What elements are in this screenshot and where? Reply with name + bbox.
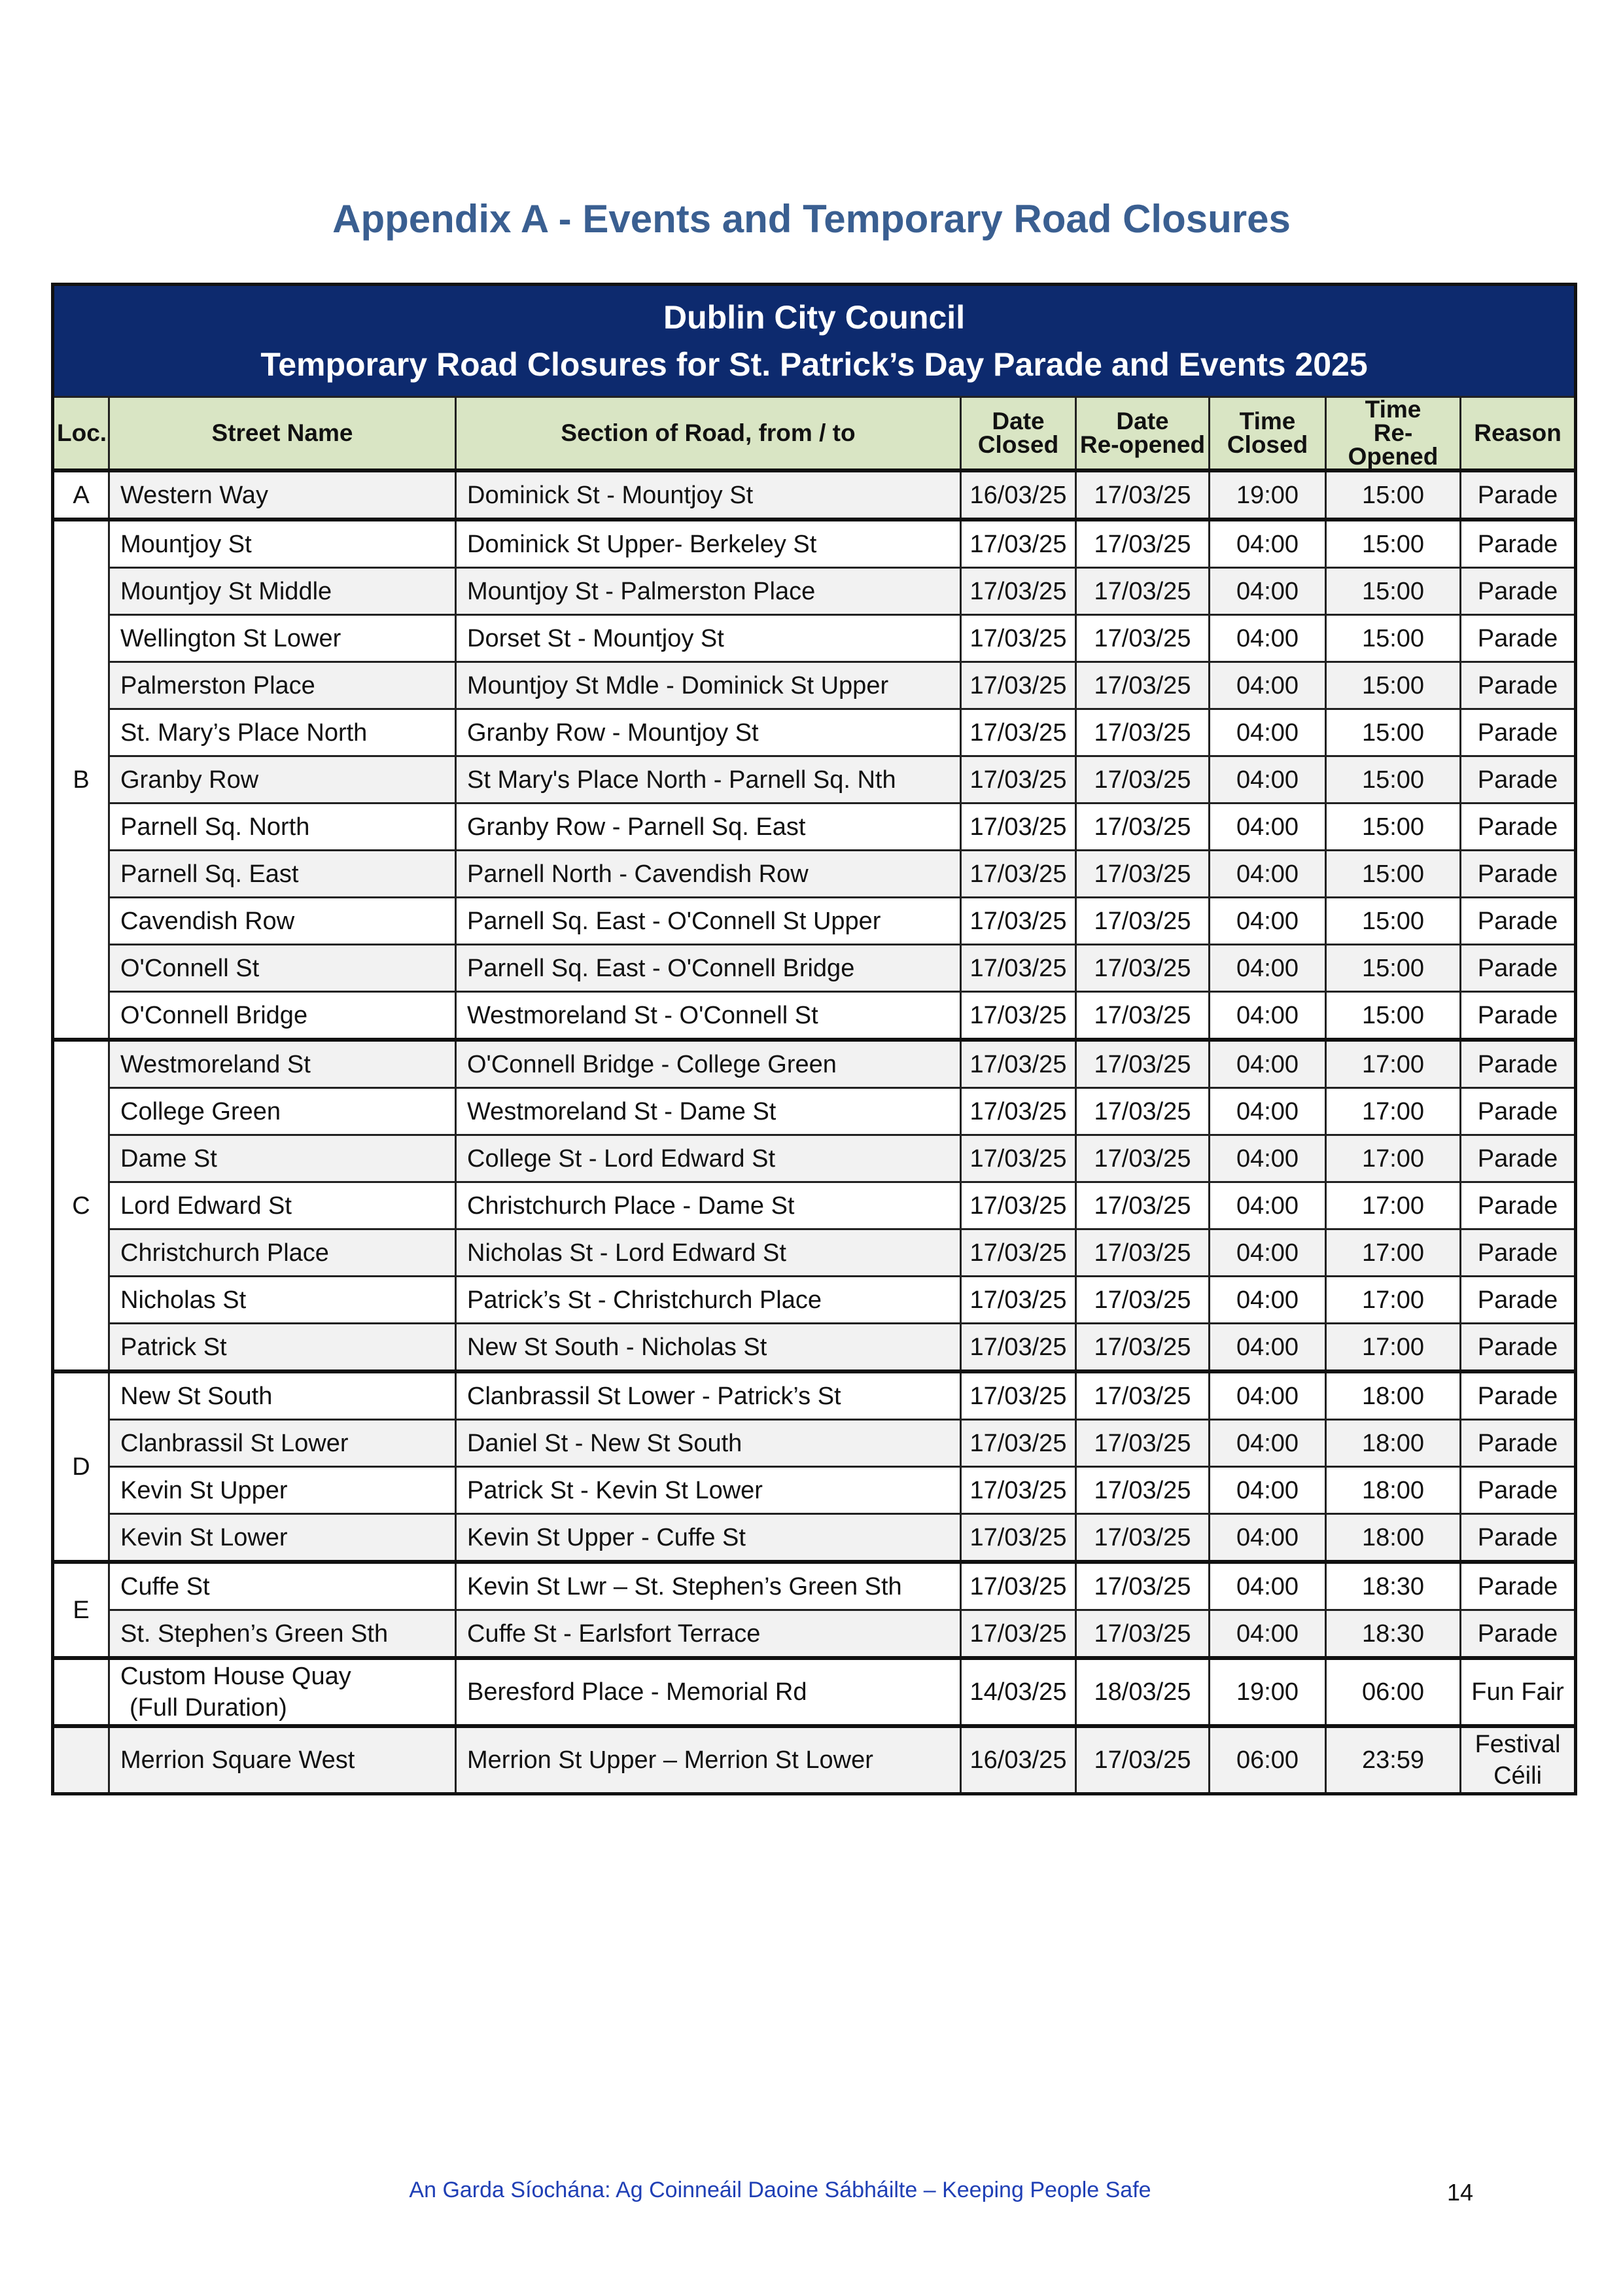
- section-cell: Dominick St - Mountjoy St: [456, 470, 961, 520]
- reason-cell: Parade: [1461, 1562, 1576, 1610]
- date-reopened-cell: 17/03/25: [1076, 1182, 1210, 1229]
- loc-cell: C: [53, 1040, 109, 1371]
- date-closed-cell: 17/03/25: [961, 1371, 1076, 1420]
- table-row: [53, 1467, 1576, 1514]
- time-reopened-cell: 17:00: [1326, 1088, 1461, 1135]
- table-row: [53, 1658, 1576, 1726]
- time-closed-cell: 04:00: [1210, 520, 1326, 568]
- reason-cell: Parade: [1461, 1277, 1576, 1324]
- reason-cell: Parade: [1461, 756, 1576, 804]
- street-line-1: Custom House Quay: [120, 1663, 351, 1690]
- section-cell: Parnell North - Cavendish Row: [456, 851, 961, 898]
- date-reopened-cell: 17/03/25: [1076, 1562, 1210, 1610]
- date-reopened-cell: 17/03/25: [1076, 1040, 1210, 1088]
- table-banner-row: [53, 285, 1576, 397]
- section-cell: Dorset St - Mountjoy St: [456, 615, 961, 662]
- date-closed-cell: 17/03/25: [961, 1610, 1076, 1659]
- date-closed-cell: 17/03/25: [961, 804, 1076, 851]
- date-closed-cell: 17/03/25: [961, 662, 1076, 709]
- table-row: [53, 898, 1576, 945]
- table-row: [53, 851, 1576, 898]
- date-reopened-cell: 17/03/25: [1076, 756, 1210, 804]
- date-reopened-cell: 17/03/25: [1076, 898, 1210, 945]
- section-cell: Mountjoy St Mdle - Dominick St Upper: [456, 662, 961, 709]
- reason-line-1: Festival: [1475, 1731, 1561, 1758]
- time-closed-cell: 04:00: [1210, 662, 1326, 709]
- date-reopened-cell: 17/03/25: [1076, 1135, 1210, 1182]
- date-reopened-cell: 17/03/25: [1076, 520, 1210, 568]
- table-row: [53, 945, 1576, 992]
- header-date-closed-line-1: Date: [992, 408, 1045, 434]
- time-closed-cell: 04:00: [1210, 1562, 1326, 1610]
- street-cell: Parnell Sq. East: [109, 851, 456, 898]
- time-reopened-cell: 15:00: [1326, 804, 1461, 851]
- street-cell: Cuffe St: [109, 1562, 456, 1610]
- reason-cell: Parade: [1461, 992, 1576, 1040]
- table-row: [53, 470, 1576, 520]
- section-cell: Clanbrassil St Lower - Patrick’s St: [456, 1371, 961, 1420]
- time-reopened-cell: 15:00: [1326, 992, 1461, 1040]
- road-closures-table: [51, 283, 1577, 1795]
- section-cell: Patrick St - Kevin St Lower: [456, 1467, 961, 1514]
- street-cell: Westmoreland St: [109, 1040, 456, 1088]
- table-row: [53, 804, 1576, 851]
- reason-cell: Parade: [1461, 1467, 1576, 1514]
- time-closed-cell: 19:00: [1210, 1658, 1326, 1726]
- header-date-closed-line-2: Closed: [977, 431, 1059, 458]
- section-cell: Westmoreland St - Dame St: [456, 1088, 961, 1135]
- date-reopened-cell: 17/03/25: [1076, 992, 1210, 1040]
- date-reopened-cell: 17/03/25: [1076, 945, 1210, 992]
- time-reopened-cell: 15:00: [1326, 520, 1461, 568]
- section-cell: College St - Lord Edward St: [456, 1135, 961, 1182]
- time-reopened-cell: 15:00: [1326, 851, 1461, 898]
- date-reopened-cell: 17/03/25: [1076, 568, 1210, 615]
- date-reopened-cell: 17/03/25: [1076, 1514, 1210, 1563]
- header-time-reopened: [1326, 397, 1461, 471]
- time-closed-cell: 04:00: [1210, 1135, 1326, 1182]
- date-reopened-cell: 17/03/25: [1076, 709, 1210, 756]
- time-reopened-cell: 15:00: [1326, 709, 1461, 756]
- street-cell: Nicholas St: [109, 1277, 456, 1324]
- page-number: 14: [1447, 2179, 1474, 2206]
- time-closed-cell: 06:00: [1210, 1726, 1326, 1794]
- table-row: [53, 1324, 1576, 1372]
- time-closed-cell: 04:00: [1210, 1371, 1326, 1420]
- time-closed-cell: 04:00: [1210, 1467, 1326, 1514]
- banner-line-1: Dublin City Council: [663, 299, 966, 336]
- time-reopened-cell: 18:30: [1326, 1562, 1461, 1610]
- street-cell: Kevin St Upper: [109, 1467, 456, 1514]
- street-cell: Clanbrassil St Lower: [109, 1420, 456, 1467]
- date-reopened-cell: 17/03/25: [1076, 1726, 1210, 1794]
- table-row: [53, 1371, 1576, 1420]
- time-reopened-cell: 23:59: [1326, 1726, 1461, 1794]
- reason-cell: Parade: [1461, 520, 1576, 568]
- street-cell: O'Connell Bridge: [109, 992, 456, 1040]
- date-reopened-cell: 17/03/25: [1076, 851, 1210, 898]
- time-closed-cell: 19:00: [1210, 470, 1326, 520]
- reason-cell: Parade: [1461, 898, 1576, 945]
- reason-cell: Parade: [1461, 1040, 1576, 1088]
- date-reopened-cell: 17/03/25: [1076, 1277, 1210, 1324]
- street-cell: College Green: [109, 1088, 456, 1135]
- section-cell: Kevin St Lwr – St. Stephen’s Green Sth: [456, 1562, 961, 1610]
- reason-cell: Parade: [1461, 1371, 1576, 1420]
- street-cell: Cavendish Row: [109, 898, 456, 945]
- section-cell: O'Connell Bridge - College Green: [456, 1040, 961, 1088]
- header-date-closed: [961, 397, 1076, 471]
- reason-cell: Parade: [1461, 1182, 1576, 1229]
- date-closed-cell: 17/03/25: [961, 1514, 1076, 1563]
- section-cell: Cuffe St - Earlsfort Terrace: [456, 1610, 961, 1659]
- date-closed-cell: 17/03/25: [961, 1182, 1076, 1229]
- header-date-reopened: [1076, 397, 1210, 471]
- time-closed-cell: 04:00: [1210, 1514, 1326, 1563]
- date-closed-cell: 17/03/25: [961, 945, 1076, 992]
- time-reopened-cell: 15:00: [1326, 662, 1461, 709]
- date-closed-cell: 17/03/25: [961, 709, 1076, 756]
- table-row: [53, 1088, 1576, 1135]
- date-reopened-cell: 17/03/25: [1076, 1420, 1210, 1467]
- street-cell: St. Mary’s Place North: [109, 709, 456, 756]
- street-cell: Wellington St Lower: [109, 615, 456, 662]
- reason-cell: Parade: [1461, 804, 1576, 851]
- date-reopened-cell: 17/03/25: [1076, 1610, 1210, 1659]
- time-reopened-cell: 15:00: [1326, 756, 1461, 804]
- date-closed-cell: 17/03/25: [961, 898, 1076, 945]
- time-reopened-cell: 18:00: [1326, 1420, 1461, 1467]
- table-row: [53, 568, 1576, 615]
- time-reopened-cell: 18:30: [1326, 1610, 1461, 1659]
- date-closed-cell: 17/03/25: [961, 615, 1076, 662]
- time-closed-cell: 04:00: [1210, 1324, 1326, 1372]
- table-row: [53, 1726, 1576, 1794]
- date-closed-cell: 17/03/25: [961, 568, 1076, 615]
- time-closed-cell: 04:00: [1210, 1182, 1326, 1229]
- section-cell: Granby Row - Mountjoy St: [456, 709, 961, 756]
- reason-line-2: Céili: [1493, 1762, 1542, 1790]
- date-closed-cell: 17/03/25: [961, 1324, 1076, 1372]
- date-closed-cell: 17/03/25: [961, 1467, 1076, 1514]
- section-cell: Kevin St Upper - Cuffe St: [456, 1514, 961, 1563]
- section-cell: New St South - Nicholas St: [456, 1324, 961, 1372]
- time-closed-cell: 04:00: [1210, 568, 1326, 615]
- table-banner: [53, 285, 1576, 397]
- time-reopened-cell: 15:00: [1326, 945, 1461, 992]
- section-cell: Daniel St - New St South: [456, 1420, 961, 1467]
- street-cell: Granby Row: [109, 756, 456, 804]
- time-reopened-cell: 17:00: [1326, 1040, 1461, 1088]
- reason-cell: Parade: [1461, 851, 1576, 898]
- banner-line-2: Temporary Road Closures for St. Patrick’s Day Parade and Events 2025: [260, 346, 1368, 383]
- street-cell: Western Way: [109, 470, 456, 520]
- time-reopened-cell: 17:00: [1326, 1182, 1461, 1229]
- reason-cell: Parade: [1461, 945, 1576, 992]
- header-time-reopened-line-1: Time: [1365, 396, 1422, 423]
- page-title: Appendix A - Events and Temporary Road Closures: [332, 197, 1291, 241]
- section-cell: Mountjoy St - Palmerston Place: [456, 568, 961, 615]
- street-cell: Mountjoy St Middle: [109, 568, 456, 615]
- section-cell: Patrick’s St - Christchurch Place: [456, 1277, 961, 1324]
- date-closed-cell: 17/03/25: [961, 1229, 1076, 1277]
- reason-cell: Parade: [1461, 615, 1576, 662]
- street-cell: Parnell Sq. North: [109, 804, 456, 851]
- time-closed-cell: 04:00: [1210, 945, 1326, 992]
- street-cell: Patrick St: [109, 1324, 456, 1372]
- reason-cell: Parade: [1461, 1420, 1576, 1467]
- reason-cell: Parade: [1461, 1514, 1576, 1563]
- street-cell: O'Connell St: [109, 945, 456, 992]
- header-time-closed-line-1: Time: [1239, 408, 1296, 434]
- date-closed-cell: 17/03/25: [961, 520, 1076, 568]
- date-reopened-cell: 17/03/25: [1076, 470, 1210, 520]
- date-closed-cell: 16/03/25: [961, 1726, 1076, 1794]
- street-cell: Christchurch Place: [109, 1229, 456, 1277]
- time-closed-cell: 04:00: [1210, 898, 1326, 945]
- date-reopened-cell: 17/03/25: [1076, 1229, 1210, 1277]
- reason-cell: Parade: [1461, 1088, 1576, 1135]
- date-closed-cell: 17/03/25: [961, 756, 1076, 804]
- street-cell: St. Stephen’s Green Sth: [109, 1610, 456, 1659]
- street-line-2: (Full Duration): [130, 1694, 287, 1722]
- date-reopened-cell: 18/03/25: [1076, 1658, 1210, 1726]
- section-cell: Dominick St Upper- Berkeley St: [456, 520, 961, 568]
- street-cell: Palmerston Place: [109, 662, 456, 709]
- table-row: [53, 615, 1576, 662]
- time-reopened-cell: 15:00: [1326, 470, 1461, 520]
- time-reopened-cell: 17:00: [1326, 1135, 1461, 1182]
- date-closed-cell: 14/03/25: [961, 1658, 1076, 1726]
- reason-cell: Parade: [1461, 1324, 1576, 1372]
- header-date-reopened-line-1: Date: [1116, 408, 1169, 434]
- street-cell: Kevin St Lower: [109, 1514, 456, 1563]
- street-cell: Dame St: [109, 1135, 456, 1182]
- time-reopened-cell: 17:00: [1326, 1277, 1461, 1324]
- time-reopened-cell: 18:00: [1326, 1467, 1461, 1514]
- section-cell: Parnell Sq. East - O'Connell St Upper: [456, 898, 961, 945]
- table-row: [53, 709, 1576, 756]
- date-reopened-cell: 17/03/25: [1076, 615, 1210, 662]
- loc-cell: A: [53, 470, 109, 520]
- street-cell: Lord Edward St: [109, 1182, 456, 1229]
- date-reopened-cell: 17/03/25: [1076, 1324, 1210, 1372]
- loc-cell: [53, 1726, 109, 1794]
- table-row: [53, 1610, 1576, 1659]
- time-closed-cell: 04:00: [1210, 1229, 1326, 1277]
- time-closed-cell: 04:00: [1210, 615, 1326, 662]
- header-date-reopened-line-2: Re-opened: [1079, 431, 1206, 458]
- date-closed-cell: 17/03/25: [961, 851, 1076, 898]
- header-street-name: Street Name: [109, 397, 456, 471]
- section-cell: Nicholas St - Lord Edward St: [456, 1229, 961, 1277]
- header-time-closed: [1210, 397, 1326, 471]
- time-reopened-cell: 17:00: [1326, 1324, 1461, 1372]
- date-closed-cell: 17/03/25: [961, 1562, 1076, 1610]
- time-reopened-cell: 15:00: [1326, 615, 1461, 662]
- table-row: [53, 992, 1576, 1040]
- table-row: [53, 1562, 1576, 1610]
- time-closed-cell: 04:00: [1210, 1088, 1326, 1135]
- reason-cell: Fun Fair: [1461, 1658, 1576, 1726]
- table-row: [53, 1135, 1576, 1182]
- reason-cell: Parade: [1461, 470, 1576, 520]
- time-closed-cell: 04:00: [1210, 992, 1326, 1040]
- table-row: [53, 1277, 1576, 1324]
- time-closed-cell: 04:00: [1210, 1610, 1326, 1659]
- date-closed-cell: 17/03/25: [961, 1420, 1076, 1467]
- time-closed-cell: 04:00: [1210, 709, 1326, 756]
- date-reopened-cell: 17/03/25: [1076, 804, 1210, 851]
- table-row: [53, 1420, 1576, 1467]
- time-reopened-cell: 18:00: [1326, 1371, 1461, 1420]
- reason-cell: Parade: [1461, 1610, 1576, 1659]
- table-row: [53, 756, 1576, 804]
- reason-cell: Parade: [1461, 1229, 1576, 1277]
- street-cell: [109, 1658, 456, 1726]
- table-row: [53, 1182, 1576, 1229]
- reason-cell: [1461, 1726, 1576, 1794]
- date-reopened-cell: 17/03/25: [1076, 1088, 1210, 1135]
- date-closed-cell: 16/03/25: [961, 470, 1076, 520]
- date-closed-cell: 17/03/25: [961, 1040, 1076, 1088]
- time-reopened-cell: 06:00: [1326, 1658, 1461, 1726]
- header-section: Section of Road, from / to: [456, 397, 961, 471]
- loc-cell: [53, 1658, 109, 1726]
- table-row: [53, 1514, 1576, 1563]
- reason-cell: Parade: [1461, 662, 1576, 709]
- loc-cell: D: [53, 1371, 109, 1562]
- section-cell: Parnell Sq. East - O'Connell Bridge: [456, 945, 961, 992]
- time-reopened-cell: 15:00: [1326, 568, 1461, 615]
- header-time-closed-line-2: Closed: [1227, 431, 1308, 458]
- date-reopened-cell: 17/03/25: [1076, 662, 1210, 709]
- time-closed-cell: 04:00: [1210, 851, 1326, 898]
- date-reopened-cell: 17/03/25: [1076, 1467, 1210, 1514]
- table-row: [53, 1040, 1576, 1088]
- section-cell: Beresford Place - Memorial Rd: [456, 1658, 961, 1726]
- header-reason: Reason: [1461, 397, 1576, 471]
- time-reopened-cell: 18:00: [1326, 1514, 1461, 1563]
- date-closed-cell: 17/03/25: [961, 992, 1076, 1040]
- street-cell: Merrion Square West: [109, 1726, 456, 1794]
- header-loc: Loc.: [53, 397, 109, 471]
- section-cell: Westmoreland St - O'Connell St: [456, 992, 961, 1040]
- table-row: [53, 662, 1576, 709]
- time-closed-cell: 04:00: [1210, 804, 1326, 851]
- section-cell: Granby Row - Parnell Sq. East: [456, 804, 961, 851]
- section-cell: St Mary's Place North - Parnell Sq. Nth: [456, 756, 961, 804]
- loc-cell: B: [53, 520, 109, 1040]
- time-closed-cell: 04:00: [1210, 1277, 1326, 1324]
- loc-cell: E: [53, 1562, 109, 1658]
- footer-tagline: An Garda Síochána: Ag Coinneáil Daoine Sábháilte – Keeping People Safe: [409, 2178, 1151, 2202]
- reason-cell: Parade: [1461, 568, 1576, 615]
- header-time-reopened-line-2: Re-Opened: [1348, 419, 1439, 470]
- time-reopened-cell: 17:00: [1326, 1229, 1461, 1277]
- time-closed-cell: 04:00: [1210, 756, 1326, 804]
- street-cell: New St South: [109, 1371, 456, 1420]
- reason-cell: Parade: [1461, 709, 1576, 756]
- section-cell: Christchurch Place - Dame St: [456, 1182, 961, 1229]
- table-row: [53, 520, 1576, 568]
- table-header-row: [53, 397, 1576, 471]
- date-closed-cell: 17/03/25: [961, 1135, 1076, 1182]
- reason-cell: Parade: [1461, 1135, 1576, 1182]
- time-closed-cell: 04:00: [1210, 1420, 1326, 1467]
- table-row: [53, 1229, 1576, 1277]
- time-reopened-cell: 15:00: [1326, 898, 1461, 945]
- date-closed-cell: 17/03/25: [961, 1088, 1076, 1135]
- date-closed-cell: 17/03/25: [961, 1277, 1076, 1324]
- section-cell: Merrion St Upper – Merrion St Lower: [456, 1726, 961, 1794]
- street-cell: Mountjoy St: [109, 520, 456, 568]
- time-closed-cell: 04:00: [1210, 1040, 1326, 1088]
- date-reopened-cell: 17/03/25: [1076, 1371, 1210, 1420]
